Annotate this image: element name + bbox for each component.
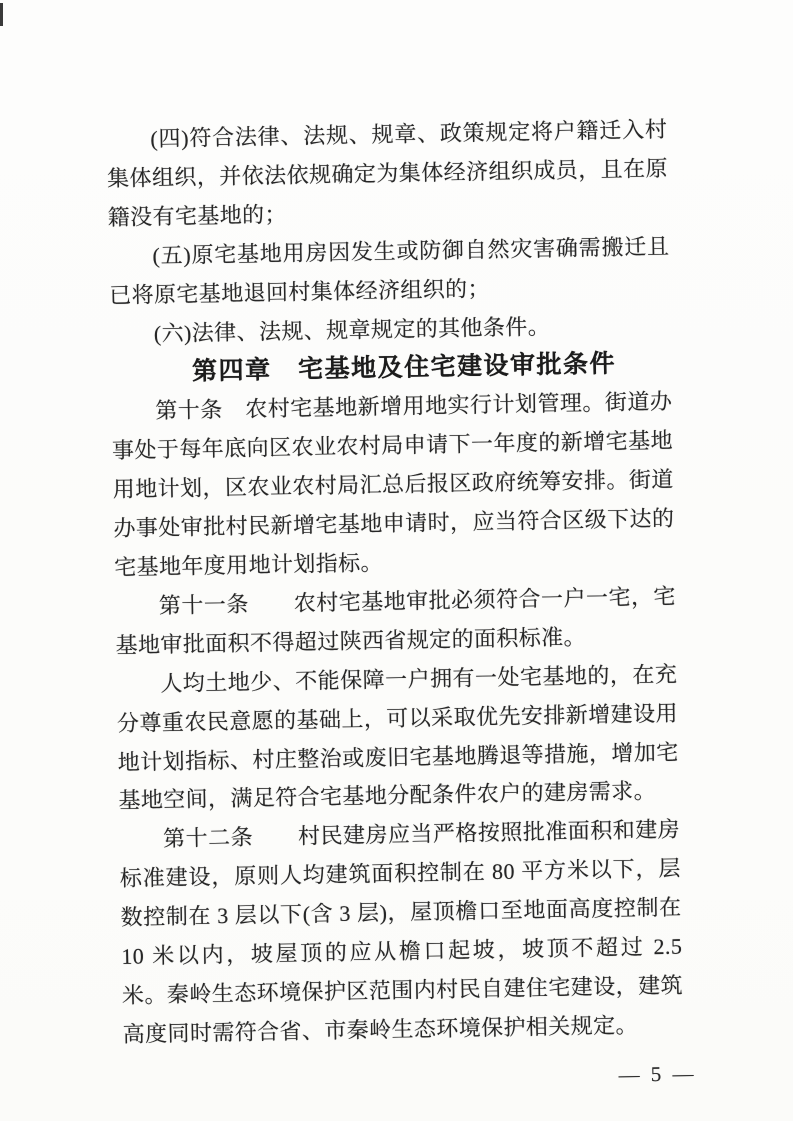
paragraph: 人均土地少、不能保障一户拥有一处宅基地的，在充分尊重农民意愿的基础上，可以采取优先安排新增建设用地计划指标、村庄整治或废旧宅基地腾退等措施，增加宅基地空间，满足符合宅基地分配条件农户的建房需求。 (116, 661, 679, 814)
paragraph: (五)原宅基地用房因发生或防御自然灾害确需搬迁且已将原宅基地退回村集体经济组织的； (108, 233, 670, 308)
page-number: — 5 — (618, 1061, 697, 1087)
paragraph: (六)法律、法规、规章规定的其他条件。 (153, 313, 551, 346)
paragraph: 第十一条 农村宅基地审批必须符合一户一宅，宅基地审批面积不得超过陕西省规定的面积标准。 (115, 583, 677, 658)
paragraph: 第十条 农村宅基地新增用地实行计划管理。街道办事处于每年底向区农业农村局申请下一年度的新增宅基地用地计划，区农业农村局汇总后报区政府统筹安排。街道办事处审批村民新增宅基地申请时，应当符合区级下达的宅基地年度用地计划指标。 (111, 389, 675, 580)
paragraph: 第十二条 村民建房应当严格按照批准面积和建房标准建设，原则人均建筑面积控制在 80 平方米以下，层数控制在 3 层以下(含 3 层)，屋顶檐口至地面高度控制在 10 米以内，坡屋顶的应从檐口起坡，坡顶不超过 2.5 米。秦岭生态环境保护区范围内村民自建住宅建设，建筑高度同时需符合省、市秦岭生态环境保护相关规定。 (119, 816, 684, 1047)
chapter-heading: 第四章 宅基地及住宅建设审批条件 (191, 350, 617, 386)
document-body (106, 111, 684, 1055)
paragraph: (四)符合法律、法规、规章、政策规定将户籍迁入村集体组织，并依法依规确定为集体经济组织成员，且在原籍没有宅基地的； (106, 116, 669, 230)
